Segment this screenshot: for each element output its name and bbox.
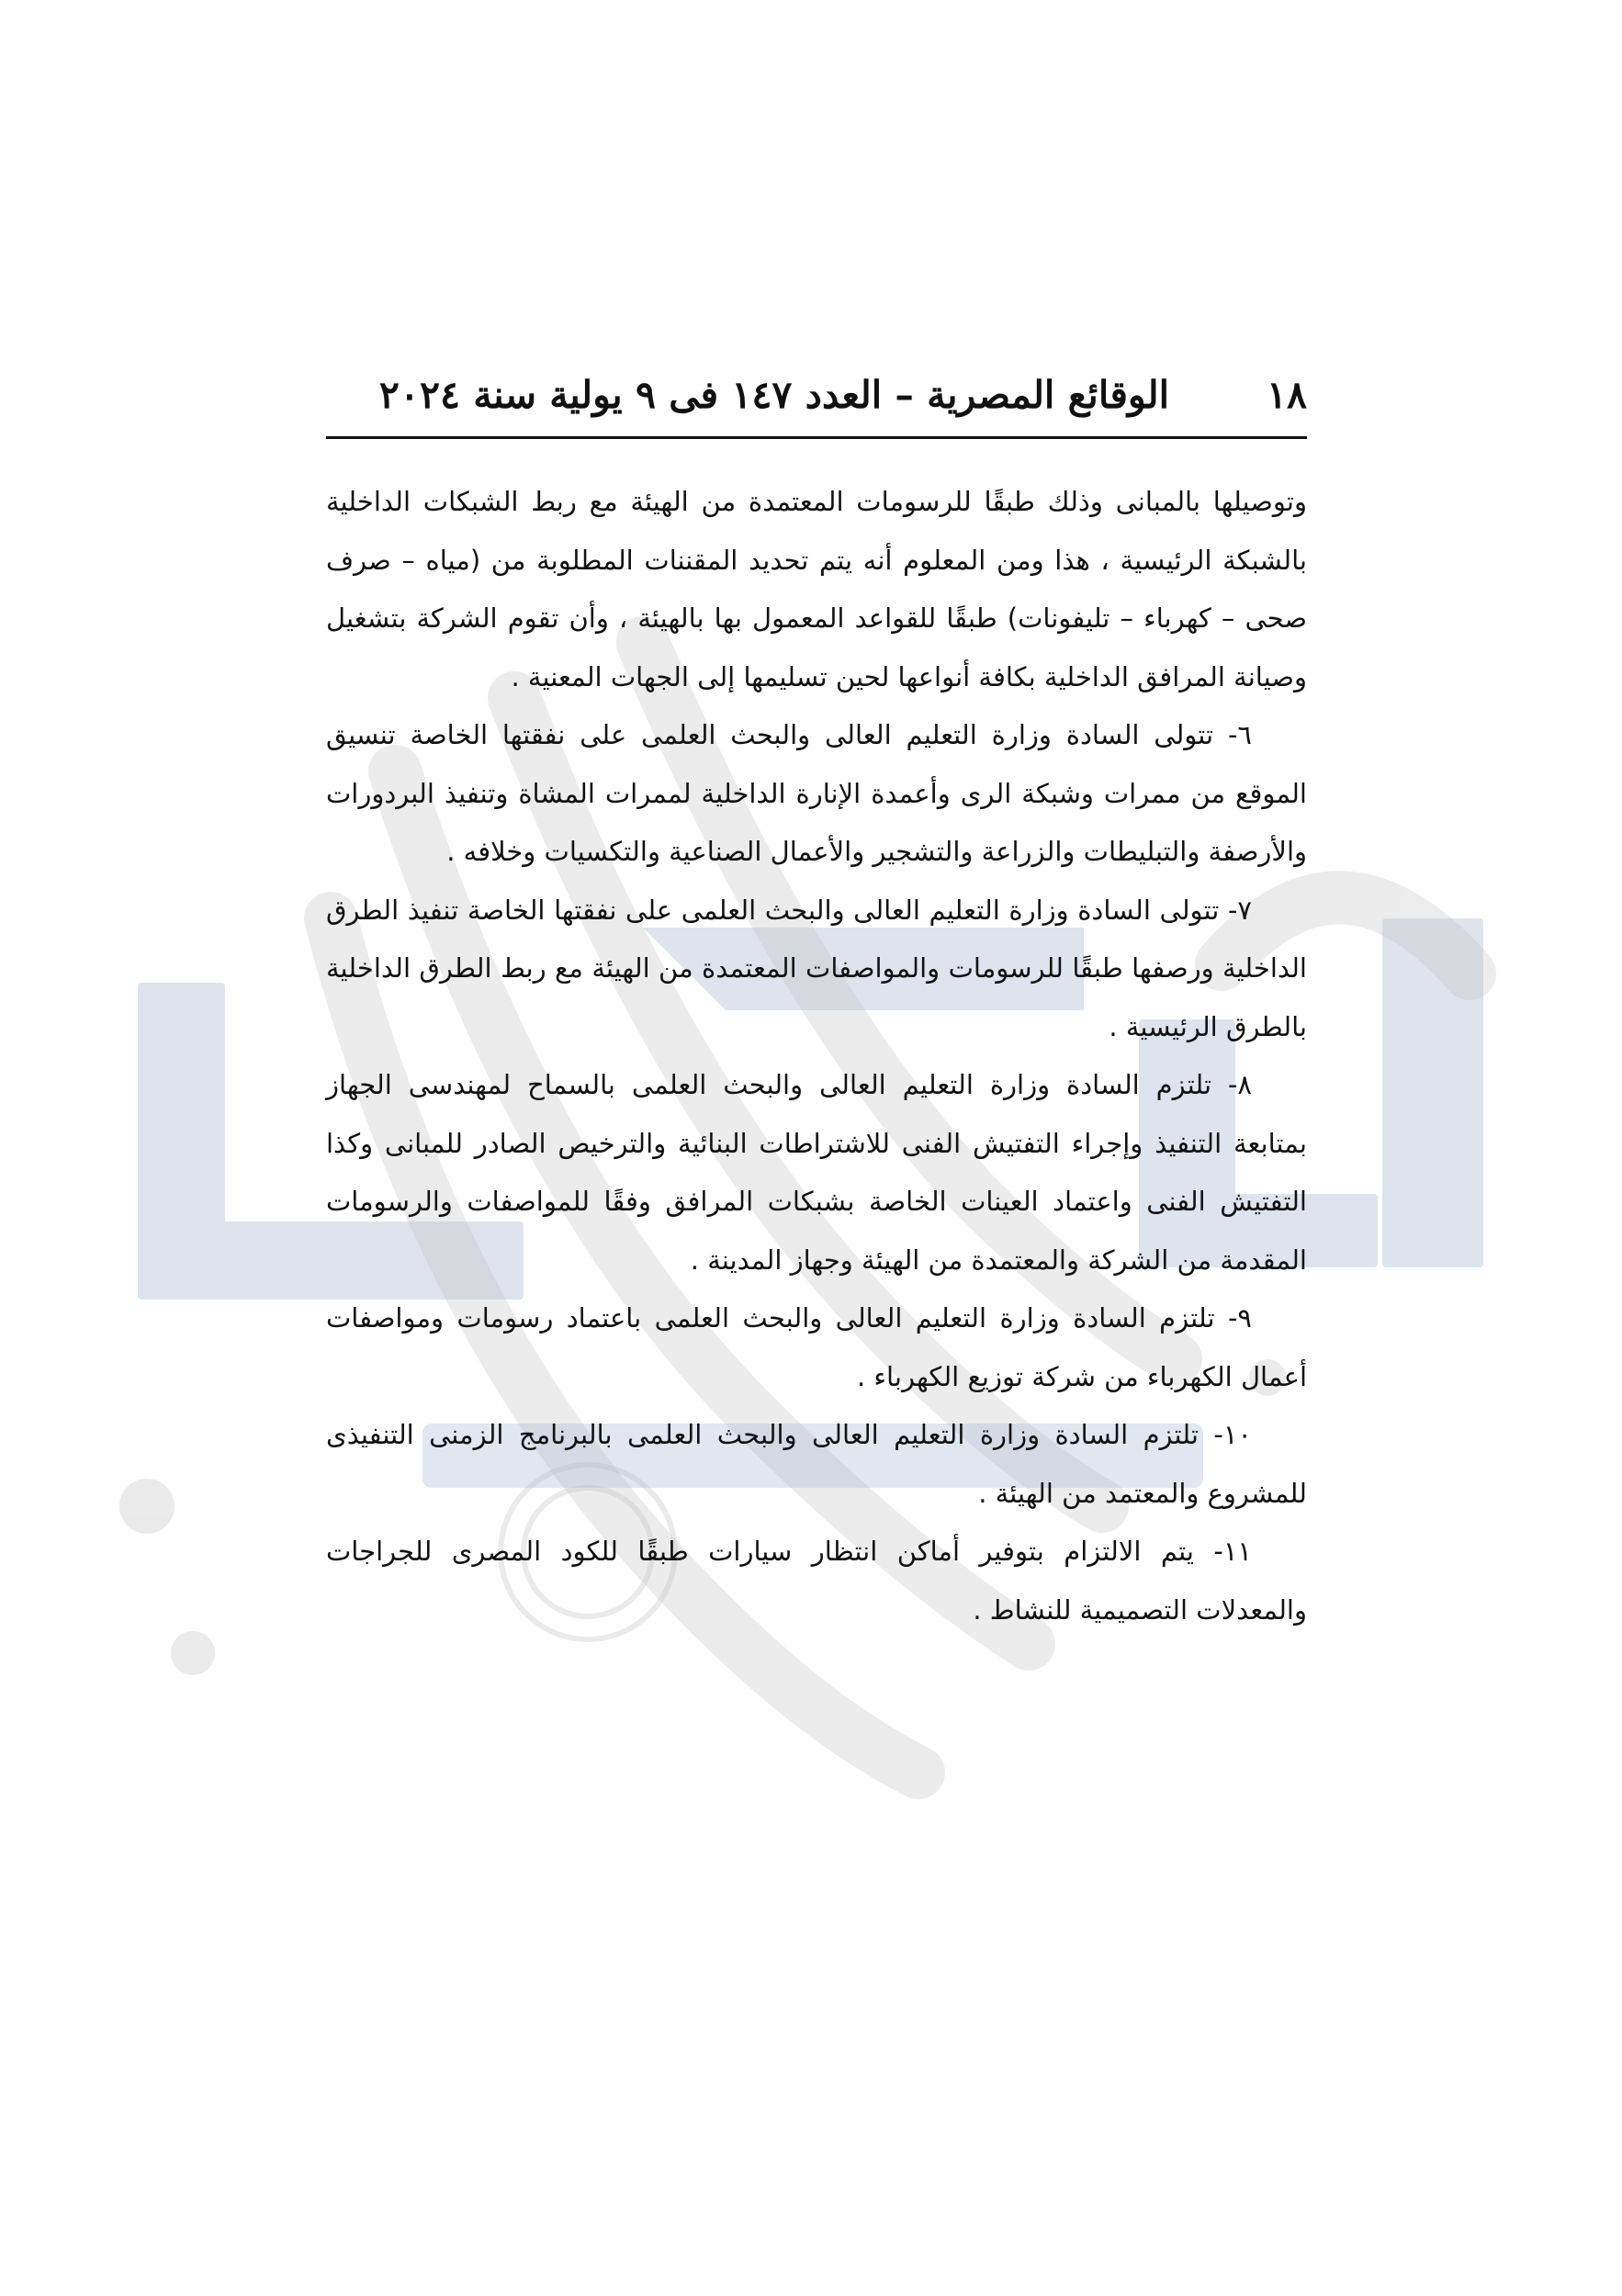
clause-6: ٦- تتولى السادة وزارة التعليم العالى والبحث العلمى على نفقتها الخاصة تنسيق الموقع من ممرات وشبكة الرى وأعمدة الإنارة الداخلية لممرات المشاة وتنفيذ البردورات والأرصفة والتبليطات والزراعة والتشجير والأعمال الصناعية والتكسيات وخلافه . [326, 719, 1307, 867]
clause-9: ٩- تلتزم السادة وزارة التعليم العالى والبحث العلمى باعتماد رسومات ومواصفات أعمال الكهرباء من شركة توزيع الكهرباء . [326, 1302, 1307, 1392]
page-number: ١٨ [1266, 373, 1307, 417]
clause-8: ٨- تلتزم السادة وزارة التعليم العالى والبحث العلمى بالسماح لمهندسى الجهاز بمتابعة التنفيذ وإجراء التفتيش الفنى للاشتراطات البنائية والترخيص الصادر للمبانى وكذا التفتيش الفنى واعتماد العينات الخاصة بشبكات المرافق وفقًا للمواصفات والرسومات المقدمة من الشركة والمعتمدة من الهيئة وجهاز المدينة . [326, 1069, 1307, 1276]
clause-7: ٧- تتولى السادة وزارة التعليم العالى والبحث العلمى على نفقتها الخاصة تنفيذ الطرق الداخلية ورصفها طبقًا للرسومات والمواصفات المعتمدة من الهيئة مع ربط الطرق الداخلية بالطرق الرئيسية . [326, 894, 1307, 1042]
document-body [326, 473, 1307, 1639]
clause-10: ١٠- تلتزم السادة وزارة التعليم العالى والبحث العلمى بالبرنامج الزمنى التنفيذى للمشروع والمعتمد من الهيئة . [326, 1419, 1307, 1509]
header-divider [326, 436, 1307, 439]
page-header [326, 366, 1307, 439]
paragraph-continuation: وتوصيلها بالمبانى وذلك طبقًا للرسومات المعتمدة من الهيئة مع ربط الشبكات الداخلية بالشبكة الرئيسية ، هذا ومن المعلوم أنه يتم تحديد المقننات المطلوبة من (مياه – صرف صحى – كهرباء – تليفونات) طبقًا للقواعد المعمول بها بالهيئة ، وأن تقوم الشركة بتشغيل وصيانة المرافق الداخلية بكافة أنواعها لحين تسليمها إلى الجهات المعنية . [326, 486, 1307, 692]
clause-11: ١١- يتم الالتزام بتوفير أماكن انتظار سيارات طبقًا للكود المصرى للجراجات والمعدلات التصميمية للنشاط . [326, 1536, 1307, 1626]
gazette-issue-title: الوقائع المصرية – العدد ١٤٧ فى ٩ يولية سنة ٢٠٢٤ [378, 373, 1169, 417]
